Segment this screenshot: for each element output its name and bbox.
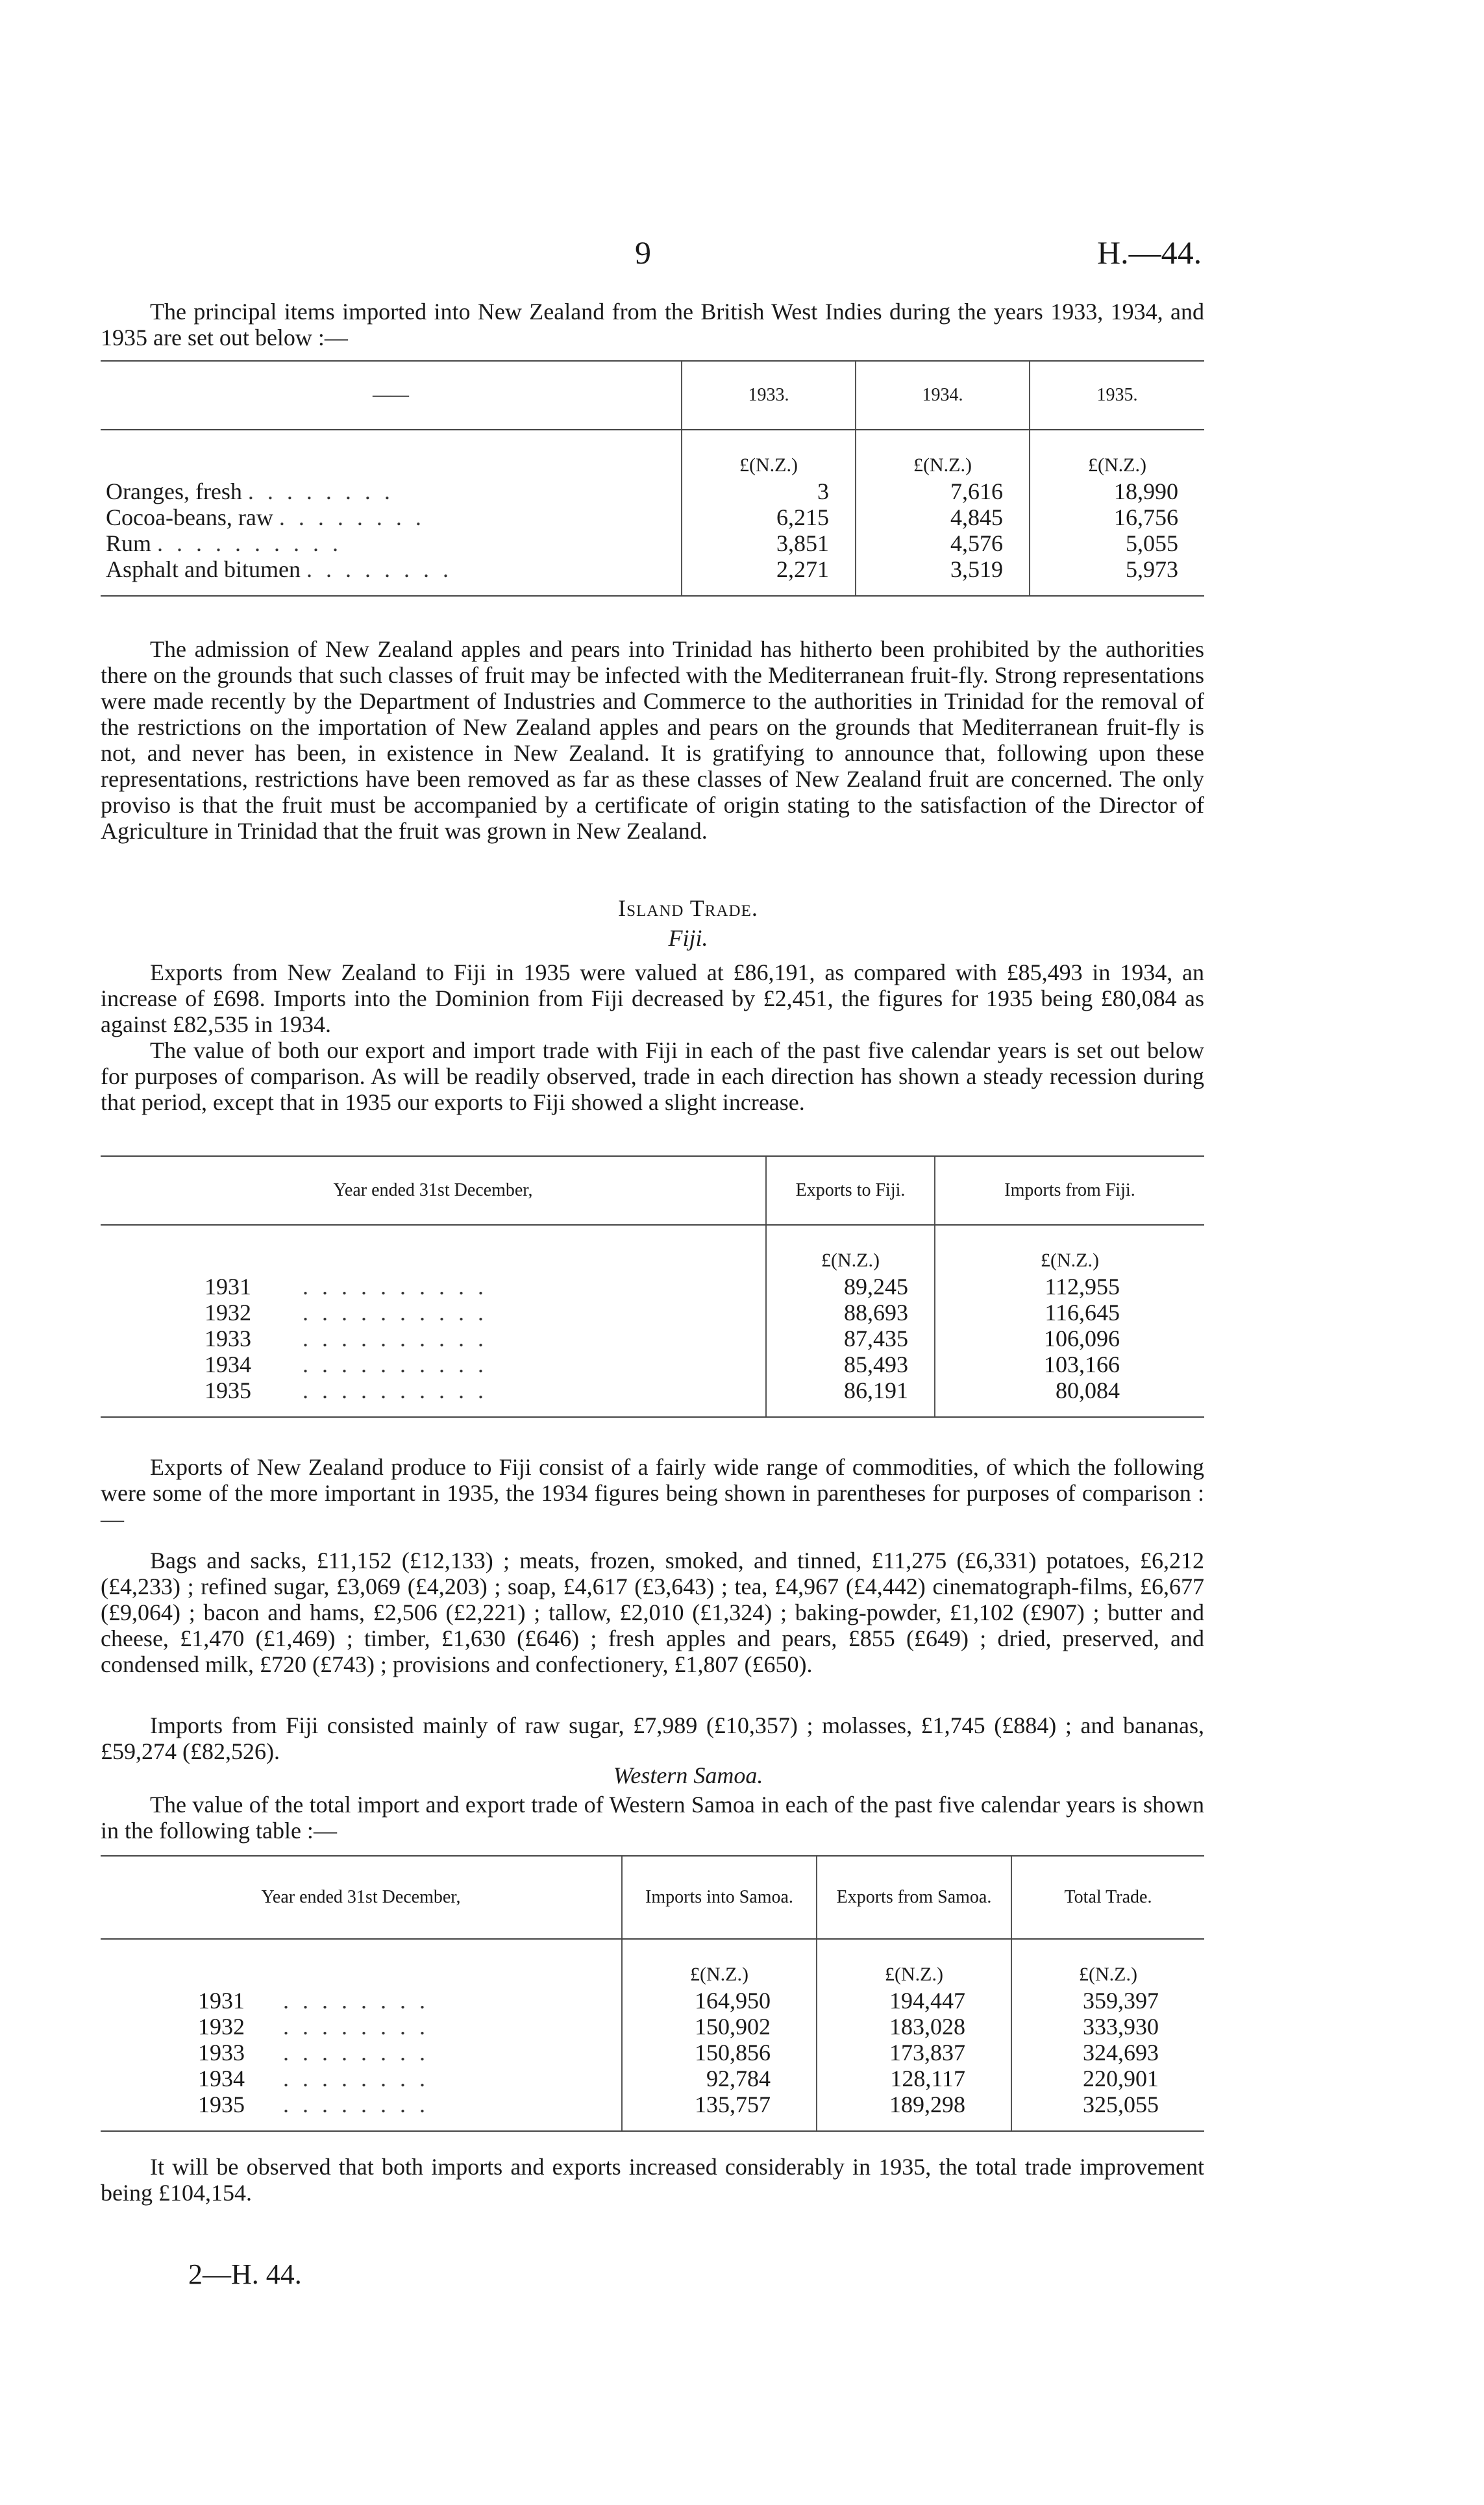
row-year: 1932 xyxy=(204,1300,251,1326)
table-row xyxy=(101,1300,1204,1326)
cell-value: 18,990 xyxy=(1030,478,1204,504)
leader-dots: . . . . . . . . xyxy=(283,2066,429,2092)
column-header: Total Trade. xyxy=(1011,1856,1204,1939)
column-header: Exports from Samoa. xyxy=(817,1856,1011,1939)
column-header: Year ended 31st December, xyxy=(101,1856,622,1939)
cell-value: 89,245 xyxy=(766,1274,935,1300)
row-year: 1932 xyxy=(198,2014,245,2040)
cell-value: 116,645 xyxy=(935,1300,1204,1326)
unit-row xyxy=(101,430,1204,478)
fiji-paragraph-3: Exports of New Zealand produce to Fiji consist of a fairly wide range of commodities, of which the following were some of the more important in 1935, the 1934 figures being shown in parentheses for purposes of comparison :— xyxy=(101,1454,1204,1532)
row-label: Rum xyxy=(106,530,152,556)
fiji-paragraph-1: Exports from New Zealand to Fiji in 1935 were valued at £86,191, as compared with £85,493 in 1934, an increase of £698. Imports into the Dominion from Fiji decreased by £2,451, the figures for 1935 being £80,084 as against £82,535 in 1934. xyxy=(101,959,1204,1037)
table-row xyxy=(101,2040,1204,2066)
leader-dots: . . . . . . . . xyxy=(283,2092,429,2117)
unit-label: £(N.Z.) xyxy=(1011,1939,1204,1988)
unit-label: £(N.Z.) xyxy=(856,430,1030,478)
row-year: 1931 xyxy=(204,1274,251,1300)
cell-value: 86,191 xyxy=(766,1377,935,1417)
cell-value: 194,447 xyxy=(817,1988,1011,2014)
cell-value: 324,693 xyxy=(1011,2040,1204,2066)
cell-value: 333,930 xyxy=(1011,2014,1204,2040)
cell-value: 88,693 xyxy=(766,1300,935,1326)
cell-value: 4,845 xyxy=(856,504,1030,530)
cell-value: 3,519 xyxy=(856,556,1030,596)
cell-value: 2,271 xyxy=(682,556,856,596)
row-year: 1933 xyxy=(198,2040,245,2066)
samoa-paragraph-1: The value of the total import and export trade of Western Samoa in each of the past five calendar years is shown in the following table :— xyxy=(101,1792,1204,1844)
cell-value: 359,397 xyxy=(1011,1988,1204,2014)
table-header-blank: —— xyxy=(101,361,682,430)
row-label: Oranges, fresh xyxy=(106,478,242,504)
cell-value: 3 xyxy=(682,478,856,504)
table-row xyxy=(101,1988,1204,2014)
row-year: 1931 xyxy=(198,1988,245,2014)
western-samoa-heading: Western Samoa. xyxy=(613,1762,763,1788)
table-row xyxy=(101,504,1204,530)
leader-dots: . . . . . . . . . . xyxy=(157,530,343,556)
row-year: 1935 xyxy=(204,1377,251,1403)
cell-value: 189,298 xyxy=(817,2092,1011,2131)
unit-label: £(N.Z.) xyxy=(1030,430,1204,478)
leader-dots: . . . . . . . . xyxy=(283,1988,429,2014)
document-reference: H.—44. xyxy=(1097,234,1202,271)
cell-value: 220,901 xyxy=(1011,2066,1204,2092)
column-header: 1935. xyxy=(1030,361,1204,430)
island-trade-heading: Island Trade. xyxy=(618,895,758,921)
column-header: Exports to Fiji. xyxy=(766,1156,935,1225)
intro-paragraph: The principal items imported into New Zealand from the British West Indies during the years 1933, 1934, and 1935 are set out below :— xyxy=(101,299,1204,351)
cell-value: 4,576 xyxy=(856,530,1030,556)
table-row xyxy=(101,1351,1204,1377)
column-header: Imports into Samoa. xyxy=(622,1856,817,1939)
leader-dots: . . . . . . . . xyxy=(306,556,452,582)
page-number: 9 xyxy=(635,234,651,271)
table-row xyxy=(101,556,1204,596)
unit-label: £(N.Z.) xyxy=(682,430,856,478)
fiji-paragraph-4: Bags and sacks, £11,152 (£12,133) ; meats, frozen, smoked, and tinned, £11,275 (£6,331) potatoes, £6,212 (£4,233) ; refined sugar, £3,069 (£4,203) ; soap, £4,617 (£3,643) ; tea, £4,967 (£4,442) cinematograph-films, £6,677 (£9,064) ; bacon and hams, £2,506 (£2,221) ; tallow, £2,010 (£1,324) ; baking-powder, £1,102 (£907) ; butter and cheese, £1,470 (£1,469) ; timber, £1,630 (£646) ; fresh apples and pears, £855 (£649) ; dried, preserved, and condensed milk, £720 (£743) ; provisions and confectionery, £1,807 (£650). xyxy=(101,1548,1204,1677)
leader-dots: . . . . . . . . . . xyxy=(303,1326,488,1351)
leader-dots: . . . . . . . . . . xyxy=(303,1351,488,1377)
cell-value: 3,851 xyxy=(682,530,856,556)
row-label: Asphalt and bitumen xyxy=(106,556,301,582)
row-year: 1934 xyxy=(204,1351,251,1377)
samoa-paragraph-2: It will be observed that both imports and exports increased considerably in 1935, the total trade improvement being £104,154. xyxy=(101,2154,1204,2206)
table-row xyxy=(101,2092,1204,2131)
table-row xyxy=(101,1377,1204,1417)
fiji-paragraph-2: The value of both our export and import trade with Fiji in each of the past five calendar years is set out below for purposes of comparison. As will be readily observed, trade in each direction has shown a steady recession during that period, except that in 1935 our exports to Fiji showed a slight increase. xyxy=(101,1037,1204,1115)
cell-value: 112,955 xyxy=(935,1274,1204,1300)
cell-value: 173,837 xyxy=(817,2040,1011,2066)
cell-value: 150,856 xyxy=(622,2040,817,2066)
column-header: 1934. xyxy=(856,361,1030,430)
table-row xyxy=(101,2014,1204,2040)
fiji-paragraph-5: Imports from Fiji consisted mainly of raw sugar, £7,989 (£10,357) ; molasses, £1,745 (£884) ; and bananas, £59,274 (£82,526). xyxy=(101,1712,1204,1764)
table-row xyxy=(101,2066,1204,2092)
unit-label: £(N.Z.) xyxy=(935,1225,1204,1274)
cell-value: 16,756 xyxy=(1030,504,1204,530)
cell-value: 5,055 xyxy=(1030,530,1204,556)
cell-value: 325,055 xyxy=(1011,2092,1204,2131)
row-year: 1933 xyxy=(204,1326,251,1351)
leader-dots: . . . . . . . . xyxy=(278,504,425,530)
cell-value: 106,096 xyxy=(935,1326,1204,1351)
table-row xyxy=(101,478,1204,504)
unit-row xyxy=(101,1939,1204,1988)
cell-value: 135,757 xyxy=(622,2092,817,2131)
cell-value: 80,084 xyxy=(935,1377,1204,1417)
table-header-row xyxy=(101,361,1204,430)
cell-value: 87,435 xyxy=(766,1326,935,1351)
row-label: Cocoa-beans, raw xyxy=(106,504,273,530)
table-header-row xyxy=(101,1856,1204,1939)
cell-value: 92,784 xyxy=(622,2066,817,2092)
unit-label: £(N.Z.) xyxy=(817,1939,1011,1988)
cell-value: 128,117 xyxy=(817,2066,1011,2092)
cell-value: 5,973 xyxy=(1030,556,1204,596)
leader-dots: . . . . . . . . xyxy=(247,478,394,504)
leader-dots: . . . . . . . . . . xyxy=(303,1300,488,1326)
table-row xyxy=(101,530,1204,556)
row-year: 1935 xyxy=(198,2092,245,2117)
table-row xyxy=(101,1274,1204,1300)
cell-value: 150,902 xyxy=(622,2014,817,2040)
trinidad-paragraph: The admission of New Zealand apples and pears into Trinidad has hitherto been prohibited by the authorities there on the grounds that such classes of fruit may be infected with the Mediterranean fruit-fly. Strong representations were made recently by the Department of Industries and Commerce to the authorities in Trinidad for the removal of the restrictions on the importation of New Zealand apples and pears on the grounds that Mediterranean fruit-fly is not, and never has been, in existence in New Zealand. It is gratifying to announce that, following upon these representations, restrictions have been removed as far as these classes of New Zealand fruit are concerned. The only proviso is that the fruit must be accompanied by a certificate of origin stating to the satisfaction of the Director of Agriculture in Trinidad that the fruit was grown in New Zealand. xyxy=(101,636,1204,844)
leader-dots: . . . . . . . . xyxy=(283,2040,429,2066)
leader-dots: . . . . . . . . xyxy=(283,2014,429,2040)
unit-label: £(N.Z.) xyxy=(622,1939,817,1988)
cell-value: 6,215 xyxy=(682,504,856,530)
leader-dots: . . . . . . . . . . xyxy=(303,1274,488,1300)
column-header: Year ended 31st December, xyxy=(101,1156,766,1225)
column-header: Imports from Fiji. xyxy=(935,1156,1204,1225)
unit-row xyxy=(101,1225,1204,1274)
cell-value: 85,493 xyxy=(766,1351,935,1377)
leader-dots: . . . . . . . . . . xyxy=(303,1377,488,1403)
footer-reference: 2—H. 44. xyxy=(188,2258,302,2290)
samoa-trade-table xyxy=(101,1855,1204,2132)
table-row xyxy=(101,1326,1204,1351)
fiji-trade-table xyxy=(101,1155,1204,1418)
row-year: 1934 xyxy=(198,2066,245,2092)
bwi-imports-table xyxy=(101,360,1204,597)
column-header: 1933. xyxy=(682,361,856,430)
unit-label: £(N.Z.) xyxy=(766,1225,935,1274)
fiji-heading: Fiji. xyxy=(668,925,708,951)
cell-value: 103,166 xyxy=(935,1351,1204,1377)
cell-value: 7,616 xyxy=(856,478,1030,504)
table-header-row xyxy=(101,1156,1204,1225)
cell-value: 164,950 xyxy=(622,1988,817,2014)
cell-value: 183,028 xyxy=(817,2014,1011,2040)
